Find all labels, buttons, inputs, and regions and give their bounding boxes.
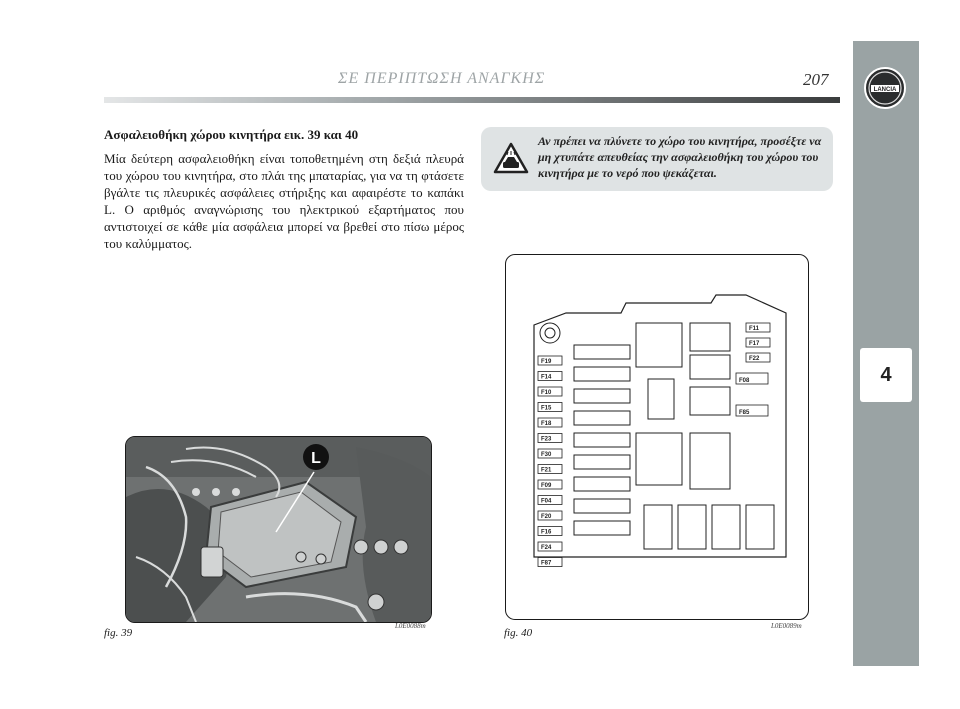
fuse-label-f23: F23 [541,436,552,443]
engine-bay-illustration [126,437,431,622]
fuse-label-f30: F30 [541,452,552,458]
lancia-logo-icon [863,66,907,110]
fuse-label-f17: F17 [749,341,760,347]
fuse-label-f19: F19 [541,359,552,365]
engine-wash-warning-icon [493,142,529,174]
chapter-number: 4 [860,348,912,402]
fuse-label-f20: F20 [541,514,552,520]
fuse-label-f22: F22 [749,356,760,362]
fuse-label-f85: F85 [739,410,750,416]
fuse-label-f16: F16 [541,529,552,536]
callout-L: L [311,450,321,467]
section-heading: Ασφαλειοθήκη χώρου κινητήρα εικ. 39 και 40 [104,127,359,142]
figure-39-code: L0E0088m [395,622,426,630]
section-body: Μία δεύτερη ασφαλειοθήκη είναι τοποθετημένη στη δεξιά πλευρά του χώρου του κινητήρα, στο πλάι της μπαταρίας, για να τη φτάσετε βγάλτε τις πλευρικές ασφάλειες στήριξης και αφαιρέστε το καπάκι L. Ο αριθμός αναγνώρισης του ηλεκτρικού εξαρτήματος που αντιστοιχεί σε κάθε μία ασφάλεια μπορεί να βρεθεί στο πίσω μέρος του καλύμματος. [104,151,464,251]
page-number: 207 [803,70,829,89]
header-rule [104,97,840,103]
fuse-label-f09: F09 [541,483,552,489]
fuse-label-f21: F21 [541,467,552,474]
fuse-box-diagram [506,255,808,619]
figure-39-caption: fig. 39 [104,627,133,639]
fuse-label-f24: F24 [541,545,552,551]
warning-text: Αν πρέπει να πλύνετε το χώρο του κινητήρα, προσέξτε να μη χτυπάτε απευθείας την ασφαλειοθήκη του χώρου του κινητήρα με το νερό που ψεκάζεται. [538,134,822,180]
figure-40-fuse-box [505,254,809,620]
fuse-label-f10: F10 [541,390,552,396]
logo-text: LANCIA [873,87,897,93]
fuse-label-f04: F04 [541,498,552,505]
fuse-label-f14: F14 [541,374,552,381]
figure-40-caption: fig. 40 [504,627,533,639]
fuse-label-f87: F87 [541,560,552,567]
figure-40-code: L0E0089m [771,622,802,630]
fuse-label-f11: F11 [749,326,760,332]
fuse-label-f18: F18 [541,421,552,427]
fuse-label-f08: F08 [739,378,750,384]
fuse-label-f15: F15 [541,405,552,412]
figure-39-engine-bay [125,436,432,623]
right-top-fuse-group [746,323,770,362]
running-header: ΣΕ ΠΕΡΙΠΤΩΣΗ ΑΝΑΓΚΗΣ [338,70,546,87]
